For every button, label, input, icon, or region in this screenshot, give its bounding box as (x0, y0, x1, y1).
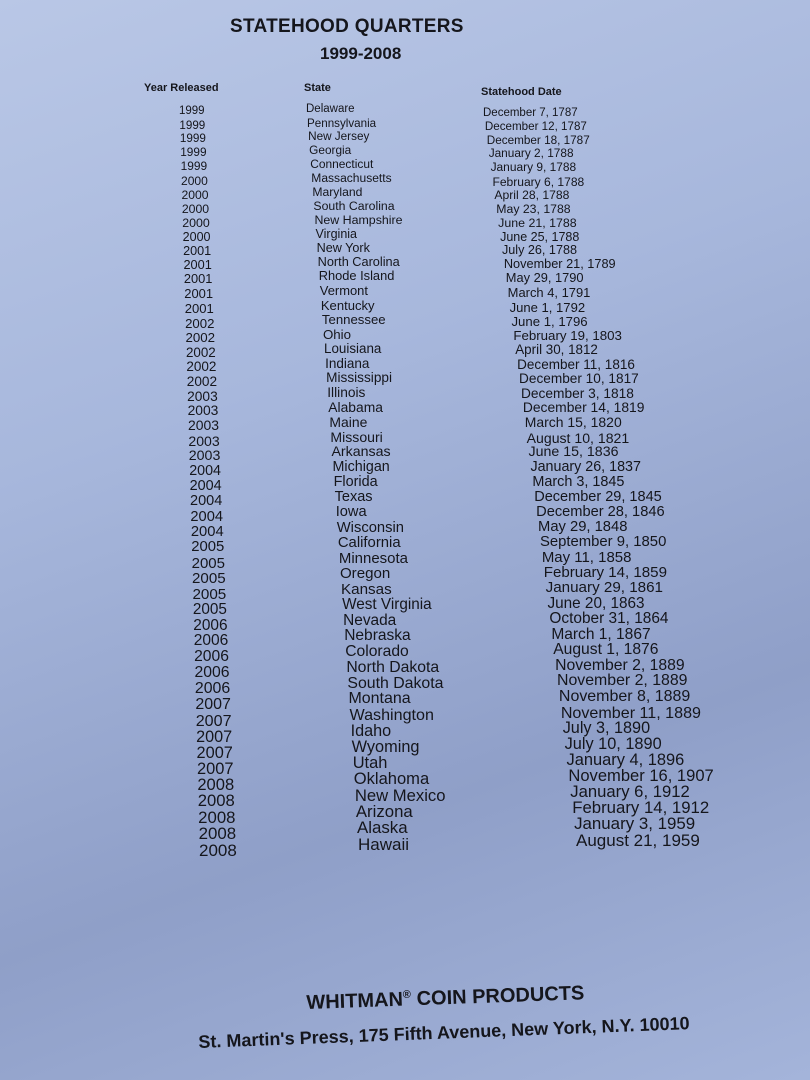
year-cell: 2001 (184, 285, 214, 301)
date-cell: March 15, 1820 (524, 413, 622, 430)
state-cell: New Jersey (308, 130, 370, 144)
year-cell: 2006 (193, 616, 228, 634)
state-cell: Louisiana (324, 341, 382, 357)
year-cell: 2002 (186, 359, 217, 375)
year-cell: 2006 (194, 648, 229, 666)
date-cell: January 6, 1912 (570, 782, 690, 802)
brand-name: WHITMAN (306, 988, 404, 1014)
state-cell: Michigan (332, 459, 390, 476)
year-cell: 2005 (192, 601, 227, 619)
date-cell: May 11, 1858 (541, 549, 632, 567)
state-cell: Ohio (322, 326, 352, 342)
year-cell: 1999 (180, 145, 207, 160)
date-cell: December 29, 1845 (534, 488, 662, 505)
date-cell: June 15, 1836 (528, 444, 619, 461)
date-cell: December 3, 1818 (520, 385, 634, 401)
date-cell: July 3, 1890 (562, 719, 651, 738)
year-cell: 2004 (189, 478, 222, 495)
state-cell: Colorado (345, 643, 409, 661)
date-cell: September 9, 1850 (539, 533, 667, 550)
date-cell: June 1, 1796 (511, 313, 588, 329)
year-cell: 2002 (185, 344, 216, 360)
year-cell: 2002 (185, 315, 215, 331)
year-cell: 2002 (186, 373, 218, 389)
state-cell: Montana (348, 690, 411, 708)
year-cell: 2004 (190, 523, 224, 540)
state-cell: Kansas (341, 580, 392, 598)
date-cell: February 19, 1803 (513, 328, 622, 344)
state-cell: Rhode Island (318, 268, 395, 284)
year-cell: 2001 (183, 271, 213, 287)
year-cell: 2000 (182, 215, 210, 230)
state-cell: Delaware (306, 103, 355, 115)
state-cell: Arizona (355, 801, 413, 821)
state-cell: Oklahoma (353, 769, 430, 789)
state-cell: Hawaii (358, 835, 410, 855)
state-cell: Indiana (325, 355, 370, 371)
date-cell: April 30, 1812 (515, 342, 598, 358)
year-cell: 2006 (194, 663, 230, 681)
date-cell: August 10, 1821 (526, 429, 630, 446)
date-cell: December 10, 1817 (519, 371, 639, 387)
year-cell: 2004 (190, 508, 223, 525)
state-cell: Maine (329, 413, 368, 430)
date-cell: April 28, 1788 (494, 188, 570, 203)
state-cell: Illinois (327, 385, 366, 401)
state-cell: New York (316, 241, 370, 256)
date-cell: November 16, 1907 (568, 766, 714, 786)
year-cell: 2000 (182, 229, 211, 244)
date-cell: July 26, 1788 (501, 243, 577, 258)
date-cell: May 29, 1848 (538, 518, 628, 535)
date-cell: January 2, 1788 (488, 146, 574, 161)
date-cell: July 10, 1890 (564, 735, 662, 754)
state-cell: Florida (333, 474, 378, 491)
date-cell: March 3, 1845 (532, 473, 625, 490)
date-cell: June 1, 1792 (509, 299, 586, 315)
year-cell: 1999 (179, 118, 206, 132)
date-cell: January 29, 1861 (545, 579, 663, 597)
date-cell: December 12, 1787 (484, 120, 587, 134)
state-cell: North Dakota (346, 658, 440, 676)
year-cell: 2008 (199, 841, 237, 861)
year-cell: 2003 (187, 402, 219, 419)
state-cell: Washington (349, 706, 434, 725)
date-cell: January 9, 1788 (490, 159, 577, 174)
column-header-date: Statehood Date (481, 86, 562, 98)
year-cell: 2005 (191, 554, 225, 572)
state-cell: Pennsylvania (307, 116, 377, 130)
state-cell: Utah (352, 754, 388, 773)
year-cell: 2003 (187, 388, 218, 404)
date-cell: June 20, 1863 (547, 594, 645, 612)
year-cell: 2004 (190, 493, 223, 510)
year-cell: 2001 (183, 243, 212, 258)
state-cell: Wyoming (351, 738, 420, 757)
date-cell: February 14, 1912 (572, 798, 710, 818)
year-cell: 2000 (181, 201, 210, 216)
brand-suffix: COIN PRODUCTS (410, 982, 585, 1011)
year-cell: 2008 (197, 775, 235, 795)
year-cell: 2003 (188, 448, 221, 465)
date-cell: February 6, 1788 (492, 174, 585, 189)
year-cell: 2001 (183, 257, 212, 273)
year-cell: 2008 (198, 807, 236, 827)
year-cell: 2007 (196, 743, 233, 762)
date-cell: March 1, 1867 (551, 625, 651, 643)
year-cell: 1999 (179, 105, 205, 117)
year-cell: 2002 (185, 330, 216, 346)
date-cell: August 21, 1959 (576, 831, 700, 851)
date-cell: November 21, 1789 (503, 256, 616, 272)
state-cell: Oregon (339, 565, 391, 583)
state-cell: Idaho (350, 722, 392, 741)
date-cell: January 26, 1837 (530, 459, 641, 476)
date-cell: November 11, 1889 (560, 703, 701, 722)
year-cell: 2000 (181, 187, 209, 202)
state-cell: Wisconsin (336, 519, 404, 536)
state-cell: Texas (334, 489, 373, 506)
year-cell: 2007 (195, 695, 231, 713)
year-cell: 2005 (191, 539, 225, 556)
year-cell: 2003 (187, 417, 220, 434)
date-cell: October 31, 1864 (549, 610, 669, 628)
date-cell: December 7, 1787 (483, 107, 578, 119)
column-header-state: State (304, 82, 331, 94)
date-cell: January 3, 1959 (574, 814, 696, 834)
state-cell: New Hampshire (314, 213, 403, 227)
year-cell: 2005 (192, 585, 227, 603)
date-cell: May 29, 1790 (505, 270, 584, 286)
date-cell: May 23, 1788 (496, 201, 571, 216)
date-cell: June 25, 1788 (500, 229, 580, 244)
date-cell: December 28, 1846 (536, 503, 665, 520)
year-cell: 2008 (197, 791, 235, 811)
state-cell: Connecticut (310, 156, 374, 171)
date-cell: August 1, 1876 (553, 641, 659, 659)
column-header-year: Year Released (144, 82, 219, 94)
date-cell: January 4, 1896 (566, 751, 685, 770)
date-cell: March 4, 1791 (507, 284, 591, 300)
year-cell: 2007 (195, 711, 232, 730)
state-cell: Georgia (309, 142, 352, 157)
registered-mark: ® (402, 988, 412, 1001)
year-cell: 2007 (196, 727, 233, 746)
state-cell: Tennessee (321, 312, 386, 328)
date-cell: December 11, 1816 (517, 356, 635, 372)
year-cell: 2005 (192, 570, 226, 588)
year-cell: 2006 (194, 679, 231, 697)
state-cell: South Carolina (313, 199, 395, 214)
date-cell: November 2, 1889 (557, 672, 688, 690)
state-cell: Massachusetts (311, 171, 392, 186)
year-cell: 2001 (184, 301, 214, 317)
state-cell: Arkansas (331, 444, 391, 461)
year-cell: 2006 (193, 632, 229, 650)
document-title: STATEHOOD QUARTERS (230, 16, 464, 37)
state-cell: Nebraska (344, 627, 411, 645)
state-cell: Missouri (330, 429, 383, 446)
state-cell: Kentucky (320, 297, 375, 313)
state-cell: Iowa (335, 504, 367, 521)
state-cell: New Mexico (354, 785, 446, 805)
state-cell: Virginia (315, 227, 358, 242)
year-cell: 2008 (198, 823, 237, 843)
date-cell: February 14, 1859 (543, 564, 667, 582)
year-cell: 2003 (188, 433, 220, 450)
year-cell: 2004 (189, 463, 222, 480)
state-cell: West Virginia (342, 596, 432, 614)
state-cell: South Dakota (347, 674, 444, 692)
year-cell: 1999 (180, 158, 208, 173)
date-cell: November 8, 1889 (558, 687, 691, 705)
state-cell: Nevada (343, 611, 397, 629)
state-cell: Alabama (328, 398, 383, 415)
state-cell: Mississippi (326, 370, 393, 386)
date-cell: November 2, 1889 (555, 656, 685, 674)
state-cell: Vermont (319, 282, 368, 298)
date-cell: December 14, 1819 (522, 399, 645, 416)
document-subtitle: 1999-2008 (320, 44, 402, 63)
state-cell: Maryland (312, 185, 363, 200)
year-cell: 1999 (179, 132, 206, 146)
year-cell: 2007 (196, 759, 234, 778)
year-cell: 2000 (181, 173, 208, 188)
date-cell: June 21, 1788 (498, 215, 577, 230)
state-cell: California (337, 534, 401, 551)
state-cell: Alaska (356, 818, 408, 838)
state-cell: Minnesota (338, 550, 408, 568)
date-cell: December 18, 1787 (486, 133, 590, 147)
footer-address: St. Martin's Press, 175 Fifth Avenue, New York, N.Y. 10010 (198, 1013, 690, 1052)
state-cell: North Carolina (317, 254, 400, 270)
